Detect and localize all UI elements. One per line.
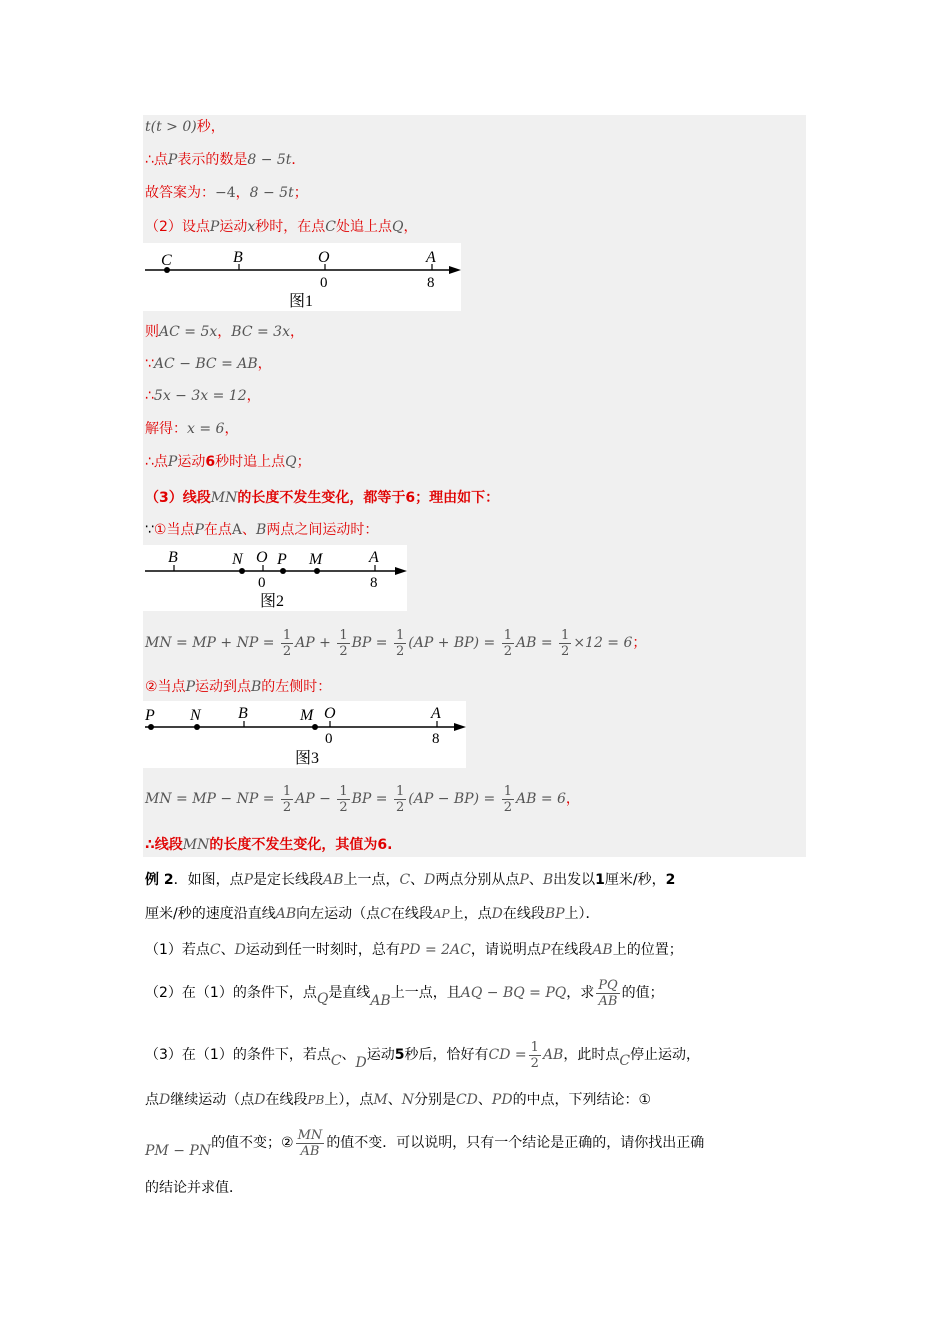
- text: 秒时，在点: [255, 219, 326, 235]
- tick-label-8: 8: [370, 575, 378, 591]
- math: MN = MP + NP =: [145, 635, 275, 651]
- math: D: [355, 1055, 367, 1071]
- math-p: P: [167, 454, 178, 470]
- label-o: O: [324, 705, 336, 722]
- tick-label-0: 0: [325, 731, 333, 747]
- tick-label-8: 8: [427, 275, 435, 291]
- solution-line-12: [145, 677, 331, 697]
- fraction: [502, 628, 514, 659]
- text: 运动到点: [194, 679, 251, 695]
- figure-caption: 图3: [295, 750, 320, 767]
- label-b: B: [238, 705, 248, 722]
- text: 处追上点: [335, 219, 392, 235]
- numerator: 1: [339, 783, 348, 799]
- math: BP =: [351, 791, 388, 807]
- tick-label-8: 8: [432, 731, 440, 747]
- text: 在线段: [550, 942, 593, 958]
- denominator: AB: [598, 993, 618, 1009]
- math: AB: [370, 993, 391, 1009]
- text: ，求: [566, 985, 595, 1001]
- math: AP +: [295, 635, 331, 651]
- text: 则: [145, 324, 159, 340]
- text: 秒后，恰好有: [404, 1047, 489, 1063]
- label-a: A: [426, 249, 436, 266]
- text: 、: [341, 1047, 356, 1063]
- text: 向左运动（点: [296, 906, 381, 922]
- label-p: P: [277, 551, 287, 568]
- figure-1: [143, 243, 461, 311]
- math: PB: [307, 1093, 325, 1107]
- numerator: PQ: [598, 977, 618, 993]
- solution-line-7: [145, 386, 261, 406]
- text: ∴点: [145, 454, 168, 470]
- math: AB: [592, 942, 613, 958]
- label-c: C: [161, 252, 172, 269]
- fraction: [296, 1128, 325, 1159]
- text: （2）在（1）的条件下，点: [145, 985, 317, 1001]
- text: ①当点: [153, 522, 195, 538]
- text: 分别是: [413, 1092, 456, 1108]
- figure-caption: 图2: [260, 593, 285, 610]
- text: ∴线段: [145, 837, 183, 853]
- solution-line-3: [145, 183, 308, 203]
- text: 故答案为：: [145, 185, 215, 201]
- text: 出发以: [553, 872, 596, 888]
- solution-line-9: [145, 452, 311, 472]
- text: ．如图，点: [173, 872, 244, 888]
- text: 表示的数是: [177, 152, 248, 168]
- fraction: [281, 784, 293, 815]
- fraction: [337, 628, 349, 659]
- fraction: [502, 784, 514, 815]
- text: 是直线: [328, 985, 371, 1001]
- label-o: O: [256, 549, 268, 566]
- text: ，: [246, 388, 261, 404]
- equation-1: [145, 626, 646, 660]
- denominator: 2: [282, 799, 292, 815]
- text: 继续运动（点: [170, 1092, 255, 1108]
- math-p: P: [209, 219, 220, 235]
- math-c: C: [325, 219, 336, 235]
- example-line-2: [145, 904, 600, 924]
- math: CD: [455, 1092, 478, 1108]
- math: PD: [491, 1092, 513, 1108]
- text: （2）设点: [145, 219, 210, 235]
- number: 6: [405, 490, 416, 506]
- math: C: [330, 1053, 342, 1069]
- text: 上一点，且: [390, 985, 461, 1001]
- text: （3）线段: [145, 490, 211, 506]
- math: (AP − BP) =: [408, 791, 496, 807]
- fraction: [559, 628, 571, 659]
- numerator: 1: [503, 783, 512, 799]
- text: 停止运动，: [630, 1047, 701, 1063]
- text: 上一点，: [343, 872, 400, 888]
- math-value: −4: [215, 185, 236, 201]
- text: 在线段: [265, 1092, 308, 1108]
- math: D: [491, 906, 503, 922]
- text: ；: [632, 635, 647, 651]
- solution-line-10: [145, 488, 499, 508]
- math: P: [540, 942, 551, 958]
- math: AP: [432, 907, 450, 921]
- text: 点: [145, 1092, 159, 1108]
- math-expr: BC = 3x: [231, 324, 290, 340]
- text: 在线段: [390, 906, 433, 922]
- math-mn: MN: [182, 837, 210, 853]
- math-q: Q: [391, 219, 404, 235]
- text: 、: [242, 522, 257, 538]
- text: ，: [289, 324, 304, 340]
- math: AP −: [295, 791, 331, 807]
- text: 是定长线段: [253, 872, 324, 888]
- text: ．: [291, 152, 306, 168]
- math: PD = 2AC: [399, 942, 471, 958]
- text: .: [387, 837, 393, 853]
- text: ∴点: [145, 152, 168, 168]
- text: ，此时点: [563, 1047, 620, 1063]
- text: ，: [217, 324, 232, 340]
- number: 6: [377, 837, 388, 853]
- point-n: [239, 568, 245, 574]
- math: (AP + BP) =: [408, 635, 496, 651]
- text: 、: [477, 1092, 492, 1108]
- number: 5: [394, 1047, 405, 1063]
- text: ；: [296, 454, 311, 470]
- fraction: [394, 784, 406, 815]
- text: ；理由如下：: [415, 490, 500, 506]
- number-line-2: [143, 545, 407, 611]
- numerator: 1: [282, 783, 292, 799]
- numerator: 1: [561, 627, 570, 643]
- label-o: O: [318, 249, 330, 266]
- text: ∵: [145, 356, 154, 372]
- text: ∵: [145, 522, 154, 538]
- text: 秒，: [196, 119, 225, 135]
- equation-2: [145, 782, 580, 816]
- math: AB: [542, 1047, 564, 1063]
- text: 、: [410, 872, 425, 888]
- text: 的中点，下列结论：①: [512, 1092, 652, 1108]
- solution-line-11: [145, 520, 378, 540]
- numerator: 1: [395, 783, 405, 799]
- text: 上，点: [449, 906, 492, 922]
- label-a: A: [369, 549, 379, 566]
- text: 上），点: [324, 1092, 374, 1108]
- text: ；: [293, 185, 308, 201]
- text: 、: [220, 942, 235, 958]
- denominator: AB: [300, 1143, 320, 1159]
- math: P: [243, 872, 254, 888]
- text: 、: [387, 1092, 402, 1108]
- numerator: 1: [282, 627, 292, 643]
- numerator: 1: [395, 627, 405, 643]
- example-line-5: [145, 1035, 700, 1083]
- axis-arrow: [454, 723, 466, 731]
- text: （1）若点: [145, 942, 210, 958]
- math-expr: 5x − 3x = 12: [153, 388, 247, 404]
- text: 两点分别从点: [435, 872, 520, 888]
- solution-line-4: [145, 217, 417, 237]
- math: BP: [544, 906, 565, 922]
- figure-2: [143, 545, 407, 611]
- text: 运动: [219, 219, 248, 235]
- example-line-3: [145, 940, 683, 960]
- math-p: P: [185, 679, 195, 695]
- text: 、: [528, 872, 543, 888]
- example-line-4: [145, 973, 664, 1021]
- denominator: 2: [282, 643, 292, 659]
- text: ，: [224, 421, 239, 437]
- fraction: [281, 628, 293, 659]
- math: D: [234, 942, 246, 958]
- math-p: P: [194, 522, 204, 538]
- denominator: 2: [561, 643, 570, 659]
- text: ，请说明点: [470, 942, 541, 958]
- text: ②当点: [145, 679, 186, 695]
- number-line-3: [143, 701, 466, 768]
- text: 运动: [366, 1047, 395, 1063]
- math: C: [619, 1053, 631, 1069]
- math-expr: AC = 5x: [159, 324, 218, 340]
- example-line-8: [145, 1178, 243, 1198]
- denominator: 2: [530, 1055, 539, 1071]
- math: D: [254, 1092, 266, 1108]
- math: AB: [323, 872, 344, 888]
- denominator: 2: [503, 643, 512, 659]
- solution-line-5: [145, 322, 304, 342]
- numerator: 1: [503, 627, 512, 643]
- math: AB: [275, 906, 297, 922]
- math-expr: 8 − 5t: [247, 152, 292, 168]
- point-p: [280, 568, 286, 574]
- math-b: B: [250, 679, 262, 695]
- number: 1: [595, 872, 605, 888]
- numerator: MN: [297, 1127, 323, 1143]
- figure-caption: 图1: [289, 293, 314, 310]
- solution-line-2: [145, 150, 305, 170]
- tick-label-0: 0: [320, 275, 328, 291]
- axis-arrow: [395, 567, 407, 575]
- text: 在线段: [502, 906, 545, 922]
- example-label: 例 2: [145, 872, 174, 888]
- figure-3: [143, 701, 466, 768]
- axis-arrow: [449, 266, 461, 274]
- solution-line-8: [145, 419, 238, 439]
- text: 运动到任一时刻时，总有: [245, 942, 400, 958]
- text: 的值不变．可以说明，只有一个结论是正确的，请你找出正确: [326, 1135, 705, 1151]
- text: ，: [257, 356, 272, 372]
- text: 的长度不发生变化，都等于: [237, 490, 406, 506]
- fraction: [394, 628, 406, 659]
- math: CD =: [488, 1047, 527, 1063]
- solution-line-6: [145, 354, 272, 374]
- label-p: P: [145, 707, 155, 724]
- point-m: [312, 724, 318, 730]
- math: C: [399, 872, 411, 888]
- math: PM − PN: [145, 1143, 212, 1159]
- text: 的值；: [621, 985, 664, 1001]
- solution-line-13: [145, 835, 392, 855]
- text: 秒时追上点: [215, 454, 286, 470]
- label-n: N: [232, 551, 243, 568]
- math: N: [401, 1092, 414, 1108]
- math: MN = MP − NP =: [145, 791, 275, 807]
- math-mn: MN: [210, 490, 238, 506]
- math: P: [519, 872, 529, 888]
- math: Q: [316, 991, 329, 1007]
- number: 2: [665, 872, 676, 888]
- text: ，: [403, 219, 418, 235]
- fraction: [596, 978, 619, 1009]
- number: 6: [205, 454, 216, 470]
- math-a: A: [231, 522, 243, 538]
- fraction: [337, 784, 349, 815]
- numerator: 1: [339, 627, 348, 643]
- denominator: 2: [395, 643, 405, 659]
- math: AB = 6: [515, 791, 566, 807]
- math-expr: x = 6: [187, 421, 225, 437]
- math-b: B: [256, 522, 267, 538]
- math-t: t(t > 0): [145, 119, 197, 135]
- number-line-1: [143, 243, 461, 311]
- text: 解得：: [145, 421, 187, 437]
- math: C: [380, 906, 391, 922]
- math-p: P: [167, 152, 178, 168]
- math: AQ − BQ = PQ: [460, 985, 567, 1001]
- math: AB =: [515, 635, 553, 651]
- label-b: B: [233, 249, 243, 266]
- numerator: 1: [530, 1039, 539, 1055]
- text: 的长度不发生变化，其值为: [209, 837, 378, 853]
- text: ，: [565, 791, 580, 807]
- denominator: 2: [395, 799, 405, 815]
- text: 厘米/秒的速度沿直线: [145, 906, 276, 922]
- label-a: A: [431, 705, 441, 722]
- text: 的左侧时：: [261, 679, 332, 695]
- math: B: [542, 872, 554, 888]
- text: 的结论并求值．: [145, 1180, 243, 1196]
- tick-label-0: 0: [258, 575, 266, 591]
- math-q: Q: [285, 454, 297, 470]
- math: BP =: [351, 635, 388, 651]
- point-n: [194, 724, 200, 730]
- text: 上的位置；: [612, 942, 683, 958]
- math-x: x: [247, 219, 256, 235]
- math: M: [373, 1092, 388, 1108]
- math: D: [159, 1092, 171, 1108]
- denominator: 2: [339, 643, 348, 659]
- label-b: B: [168, 549, 178, 566]
- math: ×12 = 6: [573, 635, 633, 651]
- label-n: N: [190, 707, 201, 724]
- text: 在点: [203, 522, 232, 538]
- text: 上）．: [564, 906, 600, 922]
- text: 的值不变；②: [211, 1135, 294, 1151]
- example-line-7: [145, 1123, 704, 1171]
- fraction: [529, 1040, 541, 1071]
- text: 厘米/秒，: [604, 872, 666, 888]
- point-m: [314, 568, 320, 574]
- math: D: [424, 872, 436, 888]
- text: 运动: [177, 454, 206, 470]
- label-m: M: [309, 551, 323, 568]
- example-line-1: [145, 870, 675, 890]
- math-expr: 8 − 5t: [249, 185, 294, 201]
- math: C: [209, 942, 221, 958]
- denominator: 2: [339, 799, 348, 815]
- text: （3）在（1）的条件下，若点: [145, 1047, 331, 1063]
- denominator: 2: [503, 799, 512, 815]
- text: 两点之间运动时：: [266, 522, 379, 538]
- example-line-6: [145, 1090, 651, 1110]
- point-p: [148, 724, 154, 730]
- math-expr: AC − BC = AB: [153, 356, 258, 372]
- text: ，: [235, 185, 250, 201]
- text: ∴: [145, 388, 154, 404]
- solution-line-1: [145, 117, 225, 137]
- label-m: M: [300, 707, 314, 724]
